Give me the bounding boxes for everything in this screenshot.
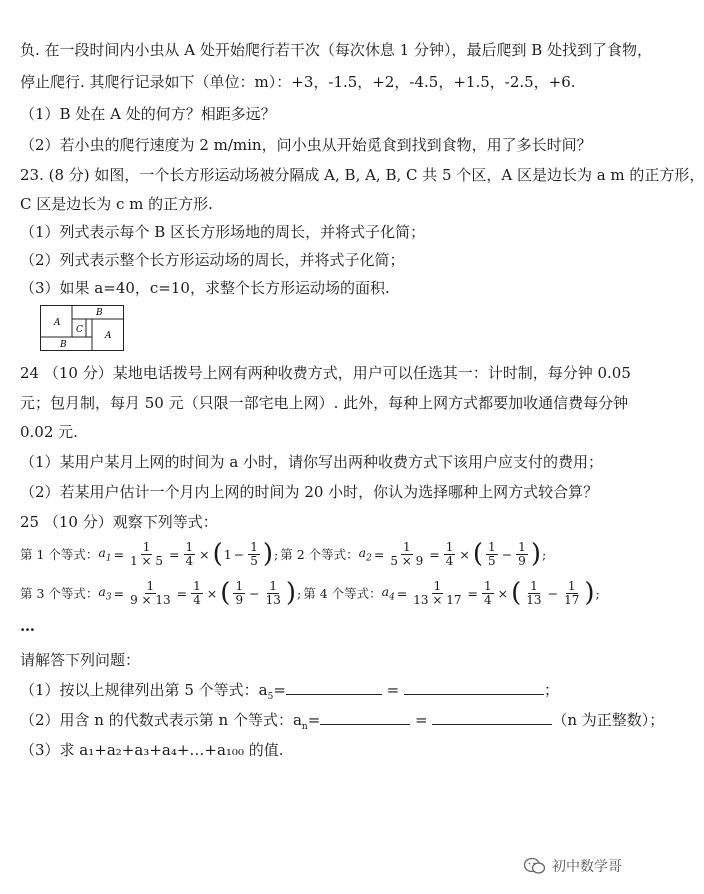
label-c: C [76,325,83,335]
q25-sub2: （2）用含 n 的代数式表示第 n 个等式：$a_n= = (n$ 为正整数）； [20,711,665,732]
watermark [524,856,622,876]
answer-blank-4[interactable] [432,710,552,725]
equation-row-2: 第 3 个等式： $a_3$ = $\frac{1}{9 \times 13}$ = $\frac{1}{4}$ × ( $\frac{1}{9}$ − $\frac{1}{13}$ ) ; 第 4 个等式： $a_4$ = $\frac{1}{13 \times 17}$ = $\frac{1}{4}$ × ( $\frac{1}{13}$ − $\frac{1}{17}$ ) ; [20,578,600,608]
eq3-label: 第 3 个等式： [20,586,99,601]
answer-blank-1[interactable] [286,680,382,695]
wechat-icon [524,857,546,875]
answer-blank-3[interactable] [320,710,410,725]
answer-blank-2[interactable] [404,680,544,695]
eq4-label: 第 4 个等式： [303,586,382,601]
label-a-right: A [105,331,112,341]
eq1-label: 第 1 个等式： [20,547,99,562]
q24-line2: 元；包月制，每月 50 元（只限一部宅电上网）. 此外，每种上网方式都要加收通信费每分钟 [20,394,629,412]
q23-line2: C 区是边长为 c m 的正方形. [20,195,213,213]
eq3-lhs: $a_3$ [98,583,112,603]
q25-sub1: （1）按以上规律列出第 5 个等式：$a_5=$ = ； [20,681,560,702]
label-a-top: A [54,318,61,328]
eq4-lhs: $a_4$ [381,583,395,603]
ellipsis: … [20,617,35,635]
eq2-lhs: $a_2$ [358,544,372,564]
q22-sub2: （2）若小虫的爬行速度为 2 m/min，问小虫从开始觅食到找到食物，用了多长时间？ [20,136,592,154]
q22-line2: 停止爬行. 其爬行记录如下（单位：m）：+3，-1.5，+2，-4.5，+1.5，-2.5，+6. [20,73,576,91]
watermark-text: 初中数学哥 [552,859,622,875]
q25-sub3: （3）求 a₁+a₂+a₃+a₄+…+a₁₀₀ 的值. [20,741,284,759]
q24-sub1: （1）某用户某月上网的时间为 a 小时，请你写出两种收费方式下该用户应支付的费用； [20,453,604,471]
q24-line3: 0.02 元. [20,423,78,441]
q24-sub2: （2）若某用户估计一个月内上网的时间为 20 小时，你认为选择哪种上网方式较合算？ [20,483,599,501]
q25-ask: 请解答下列问题： [20,651,141,669]
eq3-frac: $\frac{1}{9 \times 13}$ [130,578,171,607]
q24-line1: 24 （10 分）某地电话拨号上网有两种收费方式，用户可以任选其一：计时制，每分钟 0.05 [20,364,631,382]
eq1-frac: $\frac{1}{1 \times 5}$ [130,539,164,568]
eq4-frac: $\frac{1}{13 \times 17}$ [413,578,462,607]
field-diagram [40,305,124,351]
q22-line1: 负. 在一段时间内小虫从 A 处开始爬行若干次（每次休息 1 分钟），最后爬到 B 处找到了食物， [20,41,653,59]
q23-sub1: （1）列式表示每个 B 区长方形场地的周长，并将式子化简； [20,223,426,241]
q22-sub1: （1）B 处在 A 处的何方？相距多远？ [20,105,276,123]
q23-sub2: （2）列式表示整个长方形运动场的周长，并将式子化简； [20,251,405,269]
label-b-bottom: B [60,340,67,350]
q23-line1: 23. (8 分) 如图，一个长方形运动场被分隔成 A, B, A, B, C 共 5 个区，A 区是边长为 a m 的正方形， [20,166,704,184]
eq2-label: 第 2 个等式： [280,547,359,562]
equation-row-1: 第 1 个等式： $a_1$ = $\frac{1}{1 \times 5}$ = $\frac{1}{4}$ × ( 1 − $\frac{1}{5}$ ) ; 第 2 个等式： $a_2$ = $\frac{1}{5 \times 9}$ = $\frac{1}{4}$ × ( $\frac{1}{5}$ − $\frac{1}{9}$ ) ; [20,539,547,569]
eq1-lhs: $a_1$ [98,544,112,564]
q25-line1: 25 （10 分）观察下列等式： [20,513,218,531]
q23-sub3: （3）如果 a=40，c=10，求整个长方形运动场的面积. [20,279,390,297]
eq2-frac: $\frac{1}{5 \times 9}$ [390,539,424,568]
label-b-top: B [96,308,103,318]
